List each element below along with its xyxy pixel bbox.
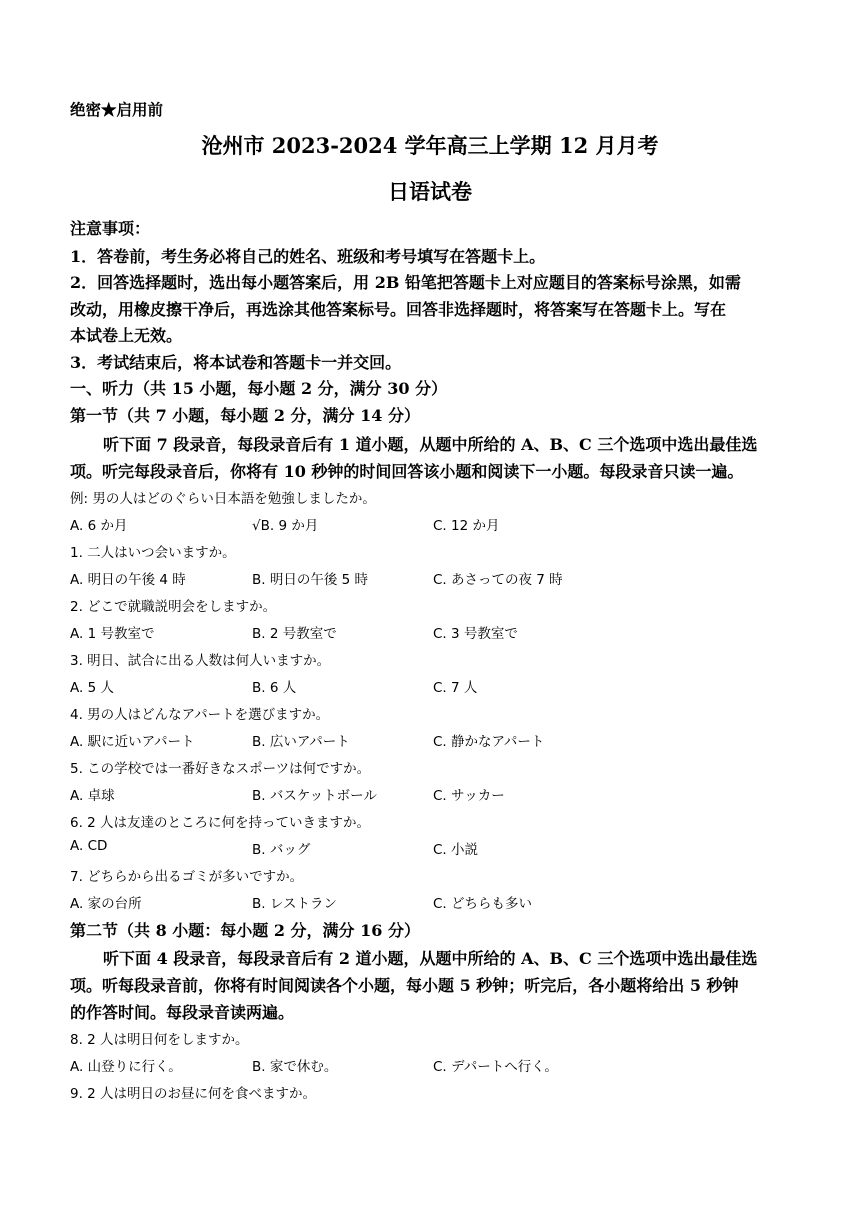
option-b: B. バスケットボール: [252, 788, 377, 804]
option-a: A. 駅に近いアパート: [70, 734, 195, 750]
option-b: B. 家で休む。: [252, 1059, 338, 1075]
option-b: B. 6 人: [252, 680, 297, 696]
option-a: A. 家の台所: [70, 896, 142, 912]
question-text: 5. この学校では一番好きなスポーツは何ですか。: [70, 761, 371, 777]
notice-line: 2．回答选择题时，选出每小题答案后，用 2B 铅笔把答题卡上对应题目的答案标号涂黑，如需: [70, 273, 741, 292]
option-c: C. どちらも多い: [433, 896, 533, 912]
section-instruction: 项。听每段录音前，你将有时间阅读各个小题，每小题 5 秒钟；听完后，各小题将给出 5 秒钟: [70, 976, 739, 995]
option-a: A. 5 人: [70, 680, 114, 696]
question-text: 7. どちらから出るゴミが多いですか。: [70, 869, 304, 885]
question-text: 1. 二人はいつ会いますか。: [70, 545, 236, 561]
question-text: 6. 2 人は友達のところに何を持っていきますか。: [70, 815, 371, 831]
option-a: A. 明日の午後 4 時: [70, 572, 186, 588]
option-a: A. CD: [70, 838, 108, 854]
section-instruction: 的作答时间。每段录音读两遍。: [70, 1003, 295, 1022]
section-instruction: 项。听完每段录音后，你将有 10 秒钟的时间回答该小题和阅读下一小题。每段录音只读一遍。: [70, 462, 744, 481]
option-c: C. 小説: [433, 842, 479, 858]
part-heading: 一、听力（共 15 小题，每小题 2 分，满分 30 分）: [70, 379, 448, 398]
option-b: B. 2 号教室で: [252, 626, 337, 642]
option-a: A. 6 か月: [70, 518, 128, 534]
exam-title: 沧州市 2023-2024 学年高三上学期 12 月月考: [201, 133, 659, 158]
section-instruction: 听下面 7 段录音，每段录音后有 1 道小题，从题中所给的 A、B、C 三个选项中选出最佳选: [103, 435, 758, 454]
notice-line: 1．答卷前，考生务必将自己的姓名、班级和考号填写在答题卡上。: [70, 247, 546, 266]
option-b: B. バッグ: [252, 842, 311, 858]
section-heading: 第一节（共 7 小题，每小题 2 分，满分 14 分）: [70, 406, 420, 425]
option-a: A. 山登りに行く。: [70, 1059, 182, 1075]
option-c: C. デパートへ行く。: [433, 1059, 558, 1075]
question-text: 2. どこで就職説明会をしますか。: [70, 599, 277, 615]
option-c: C. サッカー: [433, 788, 505, 804]
question-text: 9. 2 人は明日のお昼に何を食べますか。: [70, 1086, 317, 1102]
notice-line: 改动，用橡皮擦干净后，再选涂其他答案标号。回答非选择题时，将答案写在答题卡上。写在: [70, 300, 727, 319]
option-a: A. 卓球: [70, 788, 115, 804]
question-text: 8. 2 人は明日何をしますか。: [70, 1032, 249, 1048]
option-c: C. あさっての夜 7 時: [433, 572, 563, 588]
notice-line: 3．考试结束后，将本试卷和答题卡一并交回。: [70, 353, 402, 372]
option-c: C. 7 人: [433, 680, 478, 696]
notice-line: 本试卷上无效。: [70, 326, 183, 345]
option-b: B. 明日の午後 5 時: [252, 572, 369, 588]
option-b: √B. 9 か月: [252, 518, 319, 534]
question-text: 3. 明日、試合に出る人数は何人いますか。: [70, 653, 331, 669]
option-c: C. 12 か月: [433, 518, 500, 534]
option-b: B. 広いアパート: [252, 734, 350, 750]
option-c: C. 3 号教室で: [433, 626, 518, 642]
question-text: 例: 男の人はどのぐらい日本語を勉強しましたか。: [70, 491, 376, 507]
notice-heading: 注意事项：: [70, 219, 151, 238]
confidential-label: 绝密★启用前: [70, 100, 164, 119]
option-b: B. レストラン: [252, 896, 337, 912]
option-c: C. 静かなアパート: [433, 734, 545, 750]
section-instruction: 听下面 4 段录音，每段录音后有 2 道小题，从题中所给的 A、B、C 三个选项中选出最佳选: [103, 949, 758, 968]
section-heading: 第二节（共 8 小题：每小题 2 分，满分 16 分）: [70, 921, 420, 940]
option-a: A. 1 号教室で: [70, 626, 155, 642]
exam-subtitle: 日语试卷: [388, 179, 472, 204]
question-text: 4. 男の人はどんなアパートを選びますか。: [70, 707, 330, 723]
